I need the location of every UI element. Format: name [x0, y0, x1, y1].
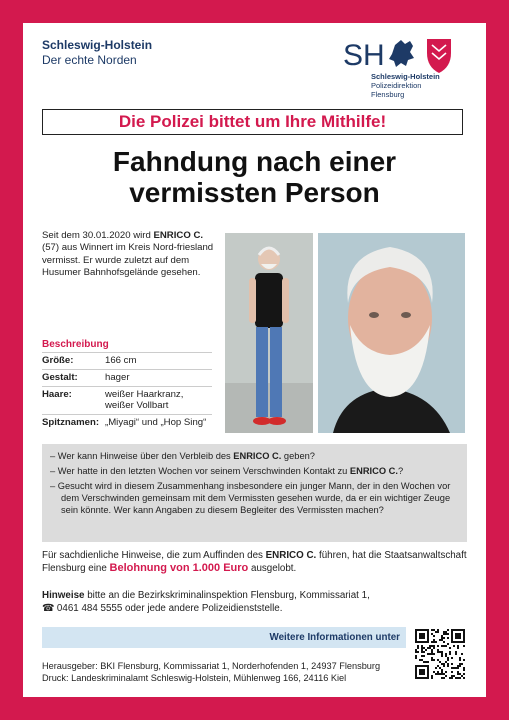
list-item: – Gesucht wird in diesem Zusammenhang insbesondere ein junger Mann, der in den Wochen vor dem Verschwinden gemeinsam mit dem Vermissten gesehen wurde, da er ein wichtiger Zeuge sein könnte. Wer kann Angaben zu diesem Begleiter des Vermissten machen?	[50, 481, 451, 515]
list-item: – Wer hatte in den letzten Wochen vor seinem Verschwinden Kontakt zu ENRICO C.?	[50, 466, 404, 476]
list-item: – Wer kann Hinweise über den Verbleib des ENRICO C. geben?	[50, 451, 315, 461]
police-directorate-label: Schleswig-Holstein Polizeidirektion Flensburg	[371, 72, 440, 99]
brand-name: Schleswig-Holstein	[42, 38, 153, 52]
appeal-banner: Die Polizei bittet um Ihre Mithilfe!	[42, 109, 463, 135]
description-heading: Beschreibung	[42, 339, 109, 350]
table-row	[42, 353, 212, 370]
phone-line: ☎ 0461 484 5555 oder jede andere Polizeidienststelle.	[42, 603, 283, 614]
table-row	[42, 387, 212, 415]
reward-paragraph: Für sachdienliche Hinweise, die zum Auffinden des ENRICO C. führen, hat die Staatsanwaltschaft Flensburg eine Belohnung von 1.000 Euro ausgelobt.	[42, 550, 467, 574]
imprint-footer	[42, 661, 380, 684]
full-body-photo	[225, 233, 313, 433]
poster-sheet	[23, 23, 486, 697]
table-row	[42, 415, 212, 432]
brand-slogan: Der echte Norden	[42, 53, 137, 67]
height-label: Größe:	[42, 353, 105, 370]
nicknames-label: Spitznamen:	[42, 417, 100, 428]
build-value: hager	[105, 370, 212, 387]
sh-coat-of-arms-logo	[343, 35, 463, 75]
nicknames-value: „Miyagi“ und „Hop Sing“	[105, 417, 207, 428]
hair-label: Haare:	[42, 387, 105, 415]
page-title: Fahndung nach einer vermissten Person	[112, 146, 397, 208]
hair-value: weißer Haarkranz, weißer Vollbart	[105, 387, 212, 415]
portrait-photo	[318, 233, 465, 433]
publisher-line: Herausgeber: BKI Flensburg, Kommissariat 1, Norderhofenden 1, 24937 Flensburg	[42, 661, 381, 671]
description-table	[42, 352, 212, 431]
qr-code-icon[interactable]	[413, 627, 467, 681]
build-label: Gestalt:	[42, 370, 105, 387]
printer-line: Druck: Landeskriminalamt Schleswig-Holstein, Mühlenweg 166, 24116 Kiel	[42, 672, 347, 683]
height-value: 166 cm	[105, 353, 212, 370]
contact-paragraph: Hinweise bitte an die Bezirkskriminalinspektion Flensburg, Kommissariat 1, ☎ 0461 484 5555 oder jede andere Polizeidienststelle.	[42, 590, 370, 614]
more-info-bar: Weitere Informationen unter	[42, 627, 406, 648]
nettle-leaf-shield-icon	[427, 39, 451, 73]
table-row	[42, 370, 212, 387]
logo-letters: SH	[343, 39, 385, 72]
lion-icon	[389, 40, 414, 67]
reward-amount: Belohnung von 1.000 Euro	[109, 562, 249, 574]
intro-text: Seit dem 30.01.2020 wird ENRICO C. (57) aus Winnert im Kreis Nord-friesland vermisst. Er wurde zuletzt auf dem Husumer Bahnhofsgelände gesehen.	[42, 230, 214, 278]
questions-box	[42, 444, 467, 542]
